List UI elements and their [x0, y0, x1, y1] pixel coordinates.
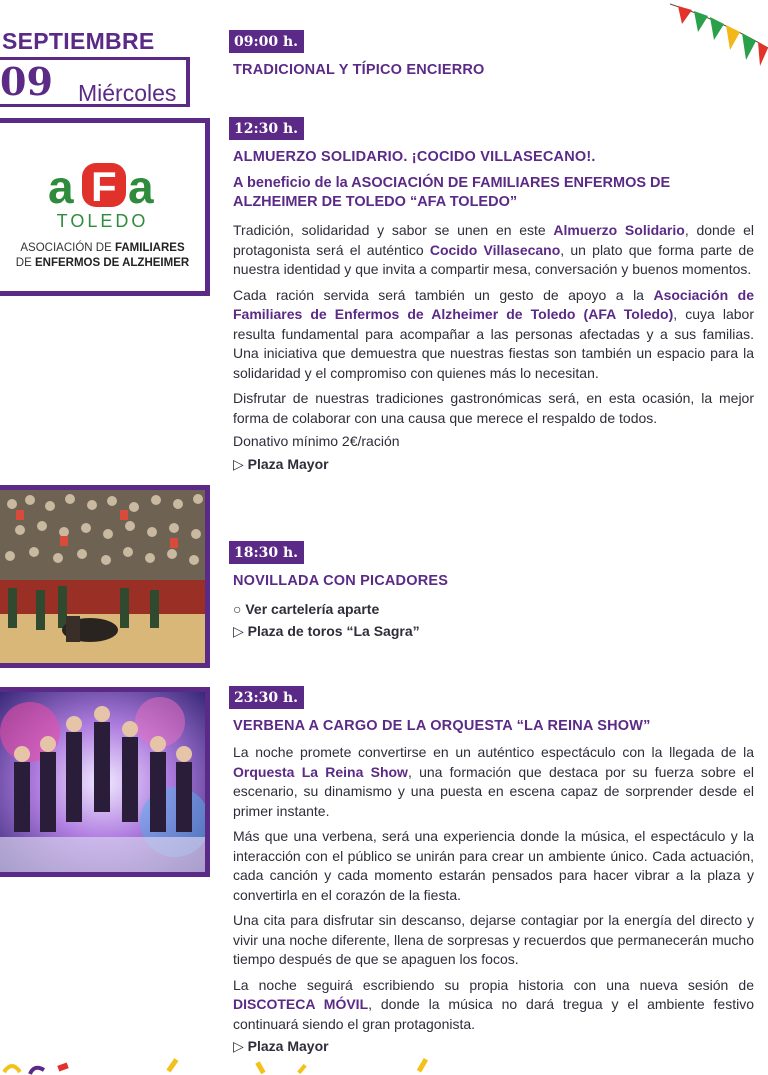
- svg-text:a: a: [128, 161, 154, 213]
- orquesta-photo: [0, 687, 210, 877]
- event-paragraph: Una cita para disfrutar sin descanso, dejarse contagiar por la energía del directo y vivir una noche diferente, llena de sorpresas y recuerdos que permanecerán mucho tiempo después de que se apaguen los focos.: [233, 912, 754, 967]
- donation-note: Donativo mínimo 2€/ración: [233, 433, 400, 449]
- event-paragraph: Cada ración servida será también un gesto de apoyo a la Asociación de Familiares de Enfermos de Alzheimer de Toledo (AFA Toledo), cuya labor resulta fundamental para acompañar a las personas afectadas y a sus familias. Una iniciativa que demuestra que nuestras fiestas son también un espacio para la solidaridad y el compromiso con quienes más lo necesitan.: [233, 286, 754, 381]
- svg-text:F: F: [91, 163, 117, 210]
- triangle-icon: ▷: [233, 455, 244, 472]
- day-number: 09: [0, 59, 53, 104]
- triangle-icon: ▷: [233, 1038, 244, 1054]
- event-almuerzo: [229, 117, 754, 473]
- event-paragraph: La noche seguirá escribiendo su propia historia con una nueva sesión de DISCOTECA MÓVIL, donde la música no dará tregua y el ambiente festivo continuará siendo el gran protagonista.: [233, 976, 754, 1032]
- event-title: ALMUERZO SOLIDARIO. ¡COCIDO VILLASECANO!.: [233, 149, 596, 165]
- event-title: NOVILLADA CON PICADORES: [233, 573, 449, 589]
- circle-icon: ○: [233, 601, 242, 617]
- afa-logo-icon: [46, 153, 166, 213]
- event-location: ▷ Plaza Mayor: [233, 455, 329, 472]
- event-paragraph: Tradición, solidaridad y sabor se unen en este Almuerzo Solidario, donde el protagonista será el auténtico Cocido Villasecano, un plato que forma parte de nuestra identidad y que invita a compartir mesa, conversación y buenos momentos.: [233, 222, 754, 277]
- event-novillada: [229, 541, 754, 640]
- event-verbena: [229, 686, 754, 1055]
- event-location: ▷ Plaza de toros “La Sagra”: [233, 623, 420, 639]
- event-note: ○ Ver cartelería aparte: [233, 601, 380, 617]
- month-label: SEPTIEMBRE: [2, 28, 155, 54]
- event-time: 09:00 h.: [229, 30, 304, 53]
- event-time: 18:30 h.: [229, 541, 304, 564]
- event-paragraph: La noche promete convertirse en un auténtico espectáculo con la llegada de la Orquesta La Reina Show, una formación que destaca por su fuerza sobre el escenario, su dinamismo y una puesta en escena capaz de sorprender desde el primer instante.: [233, 744, 754, 819]
- afa-toledo-text: TOLEDO: [56, 211, 149, 231]
- event-paragraph: Disfrutar de nuestras tradiciones gastronómicas será, en esta ocasión, la mejor forma de colaborar con una causa que merece el respaldo de todos.: [233, 390, 754, 426]
- afa-toledo-logo: [0, 118, 210, 296]
- event-time: 23:30 h.: [229, 686, 304, 709]
- event-subtitle: A beneficio de la ASOCIACIÓN DE FAMILIARES ENFERMOS DE ALZHEIMER DE TOLEDO “AFA TOLEDO”: [233, 175, 671, 210]
- bullfight-photo: [0, 485, 210, 668]
- event-encierro: [229, 30, 754, 78]
- event-title: VERBENA A CARGO DE LA ORQUESTA “LA REINA SHOW”: [233, 718, 651, 734]
- event-title: TRADICIONAL Y TÍPICO ENCIERRO: [233, 62, 485, 78]
- day-name: Miércoles: [78, 80, 177, 106]
- event-time: 12:30 h.: [229, 117, 304, 140]
- svg-text:a: a: [48, 161, 74, 213]
- event-location: ▷ Plaza Mayor: [233, 1038, 329, 1054]
- event-paragraph: Más que una verbena, será una experiencia donde la música, el espectáculo y la interacción con el público se unirán para crear un ambiente único. Cada actuación, cada canción y cada momento estarán pensados para hacer vibrar a la plaza y convertirla en el corazón de la fiesta.: [233, 828, 754, 903]
- triangle-icon: ▷: [233, 623, 244, 639]
- afa-subtitle: ASOCIACIÓN DE FAMILIARES DE ENFERMOS DE ALZHEIMER: [15, 242, 190, 269]
